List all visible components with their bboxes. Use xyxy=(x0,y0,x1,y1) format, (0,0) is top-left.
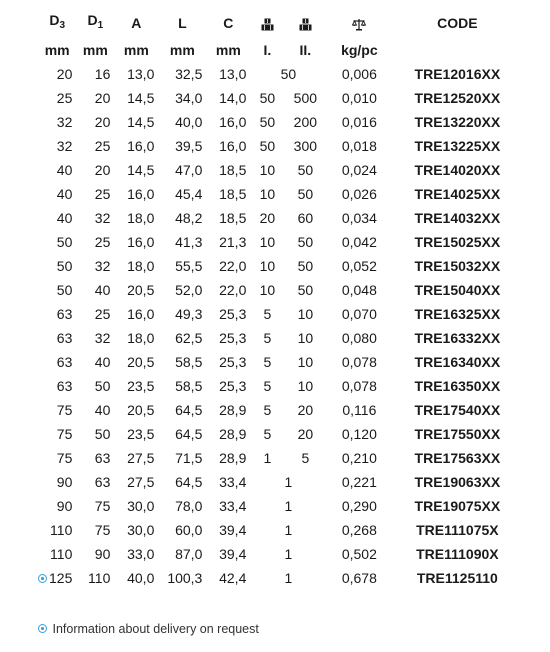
cell-c: 21,3 xyxy=(219,234,247,250)
cell-code: TRE19063XX xyxy=(414,474,501,490)
cell-d3-value: 75 xyxy=(56,426,73,442)
cell-weight: 0,048 xyxy=(341,282,377,298)
cell-c: 25,3 xyxy=(219,330,247,346)
cell-c: 33,4 xyxy=(219,498,247,514)
cell-c: 18,5 xyxy=(219,186,247,202)
table-row xyxy=(38,278,522,302)
cell-pack: 50 xyxy=(280,66,297,82)
cell-l: 32,5 xyxy=(175,66,203,82)
cell-weight: 0,026 xyxy=(341,186,377,202)
cell-pack: 1 xyxy=(284,474,293,490)
cell-c: 39,4 xyxy=(219,522,247,538)
cell-d3 xyxy=(38,278,76,302)
cell-code: TRE17563XX xyxy=(414,450,501,466)
table-row xyxy=(38,398,522,422)
cell-c: 13,0 xyxy=(219,66,247,82)
cell-a: 18,0 xyxy=(127,330,155,346)
unit-c: mm xyxy=(215,42,241,58)
cell-l: 34,0 xyxy=(175,90,203,106)
cell-d3 xyxy=(38,230,76,254)
cell-weight: 0,502 xyxy=(341,546,377,562)
cell-code: TRE111090X xyxy=(416,546,499,562)
spec-rows xyxy=(38,62,522,590)
footnote-text: Information about delivery on request xyxy=(52,622,259,636)
cell-d3-value: 25 xyxy=(56,90,73,106)
cell-d1: 32 xyxy=(94,330,111,346)
table-row xyxy=(38,206,522,230)
cell-code: TRE1125110 xyxy=(416,570,498,586)
cell-c: 22,0 xyxy=(219,258,247,274)
cell-code: TRE15025XX xyxy=(414,234,501,250)
cell-pack1: 5 xyxy=(263,354,272,370)
table-row xyxy=(38,62,522,86)
cell-d3-value: 110 xyxy=(50,522,73,538)
cell-code: TRE19075XX xyxy=(414,498,501,514)
table-row xyxy=(38,230,522,254)
cell-weight: 0,221 xyxy=(341,474,377,490)
cell-d3 xyxy=(38,422,76,446)
cell-pack2: 50 xyxy=(297,282,314,298)
cell-weight: 0,024 xyxy=(341,162,377,178)
cell-c: 16,0 xyxy=(219,114,247,130)
cell-weight: 0,290 xyxy=(341,498,377,514)
table-row xyxy=(38,158,522,182)
table-row xyxy=(38,326,522,350)
cell-l: 45,4 xyxy=(175,186,203,202)
table-row xyxy=(38,350,522,374)
cell-a: 18,0 xyxy=(127,258,155,274)
cell-l: 78,0 xyxy=(175,498,203,514)
cell-pack2: 20 xyxy=(297,426,314,442)
cell-l: 49,3 xyxy=(175,306,203,322)
cell-weight: 0,042 xyxy=(341,234,377,250)
cell-d1: 20 xyxy=(94,90,111,106)
cell-a: 30,0 xyxy=(127,498,155,514)
cell-code: TRE14032XX xyxy=(414,210,501,226)
cell-d1: 63 xyxy=(94,474,111,490)
cell-c: 22,0 xyxy=(219,282,247,298)
cell-d1: 63 xyxy=(94,450,111,466)
cell-pack1: 20 xyxy=(259,210,276,226)
cell-pack1: 50 xyxy=(259,138,276,154)
header-pack1 xyxy=(250,8,284,38)
cell-l: 39,5 xyxy=(175,138,203,154)
cell-code: TRE16332XX xyxy=(414,330,501,346)
cell-pack: 1 xyxy=(284,498,293,514)
cell-weight: 0,078 xyxy=(341,378,377,394)
cell-a: 18,0 xyxy=(127,210,155,226)
cell-pack: 1 xyxy=(284,570,293,586)
cell-pack2: 10 xyxy=(297,330,314,346)
cell-d1: 20 xyxy=(94,162,111,178)
cell-d3-value: 63 xyxy=(56,378,73,394)
cell-pack1: 10 xyxy=(259,162,276,178)
cell-pack2: 50 xyxy=(297,162,314,178)
cell-pack2: 200 xyxy=(293,114,318,130)
cell-pack1: 5 xyxy=(263,378,272,394)
cell-c: 25,3 xyxy=(219,306,247,322)
cell-d3 xyxy=(38,302,76,326)
cell-pack1: 5 xyxy=(263,306,272,322)
cell-a: 14,5 xyxy=(127,114,155,130)
cell-code: TRE16350XX xyxy=(414,378,501,394)
delivery-info-icon xyxy=(38,624,47,633)
cell-code: TRE16340XX xyxy=(414,354,501,370)
cell-d1: 40 xyxy=(94,354,111,370)
cell-l: 40,0 xyxy=(175,114,203,130)
unit-pack1: I. xyxy=(263,42,272,58)
cell-a: 40,0 xyxy=(127,570,155,586)
cell-d3-value: 75 xyxy=(56,450,73,466)
cell-pack1: 10 xyxy=(259,258,276,274)
cell-d1: 40 xyxy=(94,282,111,298)
scale-icon xyxy=(352,18,366,31)
cell-l: 71,5 xyxy=(175,450,203,466)
cell-a: 14,5 xyxy=(127,162,155,178)
table-row xyxy=(38,254,522,278)
unit-l: mm xyxy=(169,42,195,58)
cell-weight: 0,034 xyxy=(341,210,377,226)
delivery-info-icon xyxy=(38,574,47,583)
cell-a: 27,5 xyxy=(127,474,155,490)
cell-code: TRE14025XX xyxy=(414,186,501,202)
cell-code: TRE15032XX xyxy=(414,258,501,274)
cell-l: 58,5 xyxy=(175,378,203,394)
cell-pack: 1 xyxy=(284,546,293,562)
cell-l: 52,0 xyxy=(175,282,203,298)
unit-d1: mm xyxy=(82,42,108,58)
cell-pack1: 10 xyxy=(259,282,276,298)
cell-d3 xyxy=(38,398,76,422)
cell-d3 xyxy=(38,350,76,374)
cell-code: TRE12016XX xyxy=(414,66,501,82)
cell-pack1: 50 xyxy=(259,114,276,130)
cell-d3 xyxy=(38,470,76,494)
table-row xyxy=(38,110,522,134)
cell-c: 28,9 xyxy=(219,426,247,442)
cell-d1: 110 xyxy=(88,570,111,586)
cell-d3-value: 63 xyxy=(56,306,73,322)
header-weight xyxy=(326,8,392,38)
cell-code: TRE17550XX xyxy=(414,426,501,442)
header-a: A xyxy=(131,15,142,31)
cell-l: 48,2 xyxy=(175,210,203,226)
table-row xyxy=(38,518,522,542)
cell-l: 55,5 xyxy=(175,258,203,274)
cell-d3 xyxy=(38,326,76,350)
cell-a: 20,5 xyxy=(127,282,155,298)
cell-l: 41,3 xyxy=(175,234,203,250)
cell-weight: 0,678 xyxy=(341,570,377,586)
cell-a: 23,5 xyxy=(127,426,155,442)
cell-c: 28,9 xyxy=(219,402,247,418)
cell-a: 16,0 xyxy=(127,234,155,250)
cell-c: 18,5 xyxy=(219,210,247,226)
cell-a: 20,5 xyxy=(127,402,155,418)
table-row xyxy=(38,182,522,206)
cell-d3-value: 63 xyxy=(56,354,73,370)
unit-a: mm xyxy=(123,42,149,58)
table-row xyxy=(38,374,522,398)
cell-a: 16,0 xyxy=(127,306,155,322)
cell-d3 xyxy=(38,254,76,278)
cell-d3-value: 20 xyxy=(56,66,73,82)
cell-d3 xyxy=(38,86,76,110)
cell-d3 xyxy=(38,110,76,134)
unit-weight: kg/pc xyxy=(341,42,378,58)
cell-pack1: 5 xyxy=(263,402,272,418)
table-row xyxy=(38,542,522,566)
cell-d3-value: 50 xyxy=(56,234,73,250)
cell-c: 25,3 xyxy=(219,354,247,370)
cell-pack1: 10 xyxy=(259,234,276,250)
cell-d3-value: 110 xyxy=(50,546,73,562)
cell-d3 xyxy=(38,446,76,470)
cell-d3-value: 90 xyxy=(56,498,73,514)
cell-weight: 0,268 xyxy=(341,522,377,538)
cell-pack2: 60 xyxy=(297,210,314,226)
cell-l: 58,5 xyxy=(175,354,203,370)
cell-pack1: 5 xyxy=(263,330,272,346)
cell-d3 xyxy=(38,158,76,182)
cell-d3 xyxy=(38,134,76,158)
unit-code xyxy=(392,38,522,62)
header-d3: $D_3$ xyxy=(49,12,66,31)
cell-d3 xyxy=(38,206,76,230)
table-row xyxy=(38,302,522,326)
cell-d3 xyxy=(38,518,76,542)
cell-c: 16,0 xyxy=(219,138,247,154)
table-row xyxy=(38,494,522,518)
cell-d1: 32 xyxy=(94,210,111,226)
cell-pack2: 10 xyxy=(297,306,314,322)
cell-d1: 50 xyxy=(94,378,111,394)
cell-l: 100,3 xyxy=(167,570,203,586)
cell-d3-value: 75 xyxy=(56,402,73,418)
cell-weight: 0,210 xyxy=(341,450,377,466)
cell-weight: 0,010 xyxy=(341,90,377,106)
cell-l: 64,5 xyxy=(175,474,203,490)
cell-a: 13,0 xyxy=(127,66,155,82)
cell-d3-value: 40 xyxy=(56,162,73,178)
package-stack-icon xyxy=(299,18,312,31)
cell-pack2: 500 xyxy=(293,90,318,106)
cell-d3 xyxy=(38,374,76,398)
package-stack-icon xyxy=(261,18,274,31)
cell-c: 33,4 xyxy=(219,474,247,490)
cell-c: 25,3 xyxy=(219,378,247,394)
cell-code: TRE12520XX xyxy=(414,90,501,106)
cell-weight: 0,116 xyxy=(342,402,377,418)
cell-pack2: 300 xyxy=(293,138,318,154)
cell-d3-value: 50 xyxy=(56,258,73,274)
cell-a: 16,0 xyxy=(127,138,155,154)
units-row xyxy=(38,38,522,62)
cell-d3-value: 125 xyxy=(49,570,73,586)
cell-a: 33,0 xyxy=(127,546,155,562)
table-row xyxy=(38,134,522,158)
cell-d3 xyxy=(38,182,76,206)
cell-weight: 0,006 xyxy=(341,66,377,82)
table-row xyxy=(38,86,522,110)
cell-weight: 0,052 xyxy=(341,258,377,274)
header-row xyxy=(38,8,522,38)
cell-pack2: 10 xyxy=(297,378,314,394)
cell-weight: 0,018 xyxy=(341,138,377,154)
header-pack2 xyxy=(284,8,326,38)
cell-weight: 0,078 xyxy=(341,354,377,370)
cell-code: TRE13220XX xyxy=(414,114,501,130)
cell-c: 42,4 xyxy=(219,570,247,586)
cell-d3 xyxy=(38,494,76,518)
cell-l: 47,0 xyxy=(175,162,203,178)
cell-code: TRE13225XX xyxy=(414,138,501,154)
cell-code: TRE15040XX xyxy=(414,282,501,298)
cell-d1: 90 xyxy=(94,546,111,562)
cell-l: 64,5 xyxy=(175,426,203,442)
cell-pack1: 50 xyxy=(259,90,276,106)
unit-d3: mm xyxy=(44,42,70,58)
cell-weight: 0,080 xyxy=(341,330,377,346)
cell-d1: 75 xyxy=(94,498,111,514)
header-l: L xyxy=(178,15,187,31)
cell-code: TRE16325XX xyxy=(414,306,501,322)
cell-weight: 0,070 xyxy=(341,306,377,322)
cell-d3-value: 90 xyxy=(56,474,73,490)
cell-l: 60,0 xyxy=(175,522,203,538)
cell-pack2: 5 xyxy=(301,450,310,466)
cell-d1: 25 xyxy=(94,234,111,250)
cell-a: 14,5 xyxy=(127,90,155,106)
table-row xyxy=(38,566,522,590)
cell-pack2: 20 xyxy=(297,402,314,418)
cell-weight: 0,016 xyxy=(341,114,377,130)
cell-d3-value: 40 xyxy=(56,186,73,202)
unit-pack2: II. xyxy=(299,42,312,58)
header-c: C xyxy=(223,15,234,31)
cell-l: 64,5 xyxy=(175,402,203,418)
cell-c: 39,4 xyxy=(219,546,247,562)
cell-d1: 32 xyxy=(94,258,111,274)
cell-pack2: 10 xyxy=(297,354,314,370)
cell-d1: 75 xyxy=(94,522,111,538)
cell-d3-value: 32 xyxy=(56,114,73,130)
cell-d1: 25 xyxy=(94,138,111,154)
cell-d1: 25 xyxy=(94,186,111,202)
cell-d1: 50 xyxy=(94,426,111,442)
cell-pack1: 5 xyxy=(263,426,272,442)
cell-c: 14,0 xyxy=(219,90,247,106)
cell-d3-value: 32 xyxy=(56,138,73,154)
footnote xyxy=(38,622,259,636)
table-row xyxy=(38,470,522,494)
cell-d3-value: 40 xyxy=(56,210,73,226)
cell-c: 18,5 xyxy=(219,162,247,178)
cell-d1: 16 xyxy=(94,66,111,82)
cell-pack: 1 xyxy=(284,522,293,538)
cell-d1: 20 xyxy=(94,114,111,130)
cell-code: TRE17540XX xyxy=(414,402,501,418)
spec-table xyxy=(38,8,522,590)
cell-d3-value: 63 xyxy=(56,330,73,346)
cell-c: 28,9 xyxy=(219,450,247,466)
cell-l: 87,0 xyxy=(175,546,203,562)
cell-a: 27,5 xyxy=(127,450,155,466)
cell-pack2: 50 xyxy=(297,186,314,202)
cell-d3 xyxy=(38,542,76,566)
cell-a: 20,5 xyxy=(127,354,155,370)
table-row xyxy=(38,422,522,446)
cell-l: 62,5 xyxy=(175,330,203,346)
cell-pack1: 10 xyxy=(259,186,276,202)
cell-code: TRE14020XX xyxy=(414,162,501,178)
header-d1: $D_1$ xyxy=(87,12,104,31)
cell-pack1: 1 xyxy=(263,450,272,466)
cell-code: TRE111075X xyxy=(416,522,499,538)
cell-pack2: 50 xyxy=(297,234,314,250)
cell-d3-value: 50 xyxy=(56,282,73,298)
cell-d3 xyxy=(38,62,76,86)
cell-d1: 40 xyxy=(94,402,111,418)
cell-a: 16,0 xyxy=(127,186,155,202)
cell-pack2: 50 xyxy=(297,258,314,274)
cell-d1: 25 xyxy=(94,306,111,322)
cell-d3 xyxy=(38,566,76,590)
cell-weight: 0,120 xyxy=(341,426,377,442)
header-code: CODE xyxy=(437,15,478,31)
table-row xyxy=(38,446,522,470)
cell-a: 23,5 xyxy=(127,378,155,394)
cell-a: 30,0 xyxy=(127,522,155,538)
